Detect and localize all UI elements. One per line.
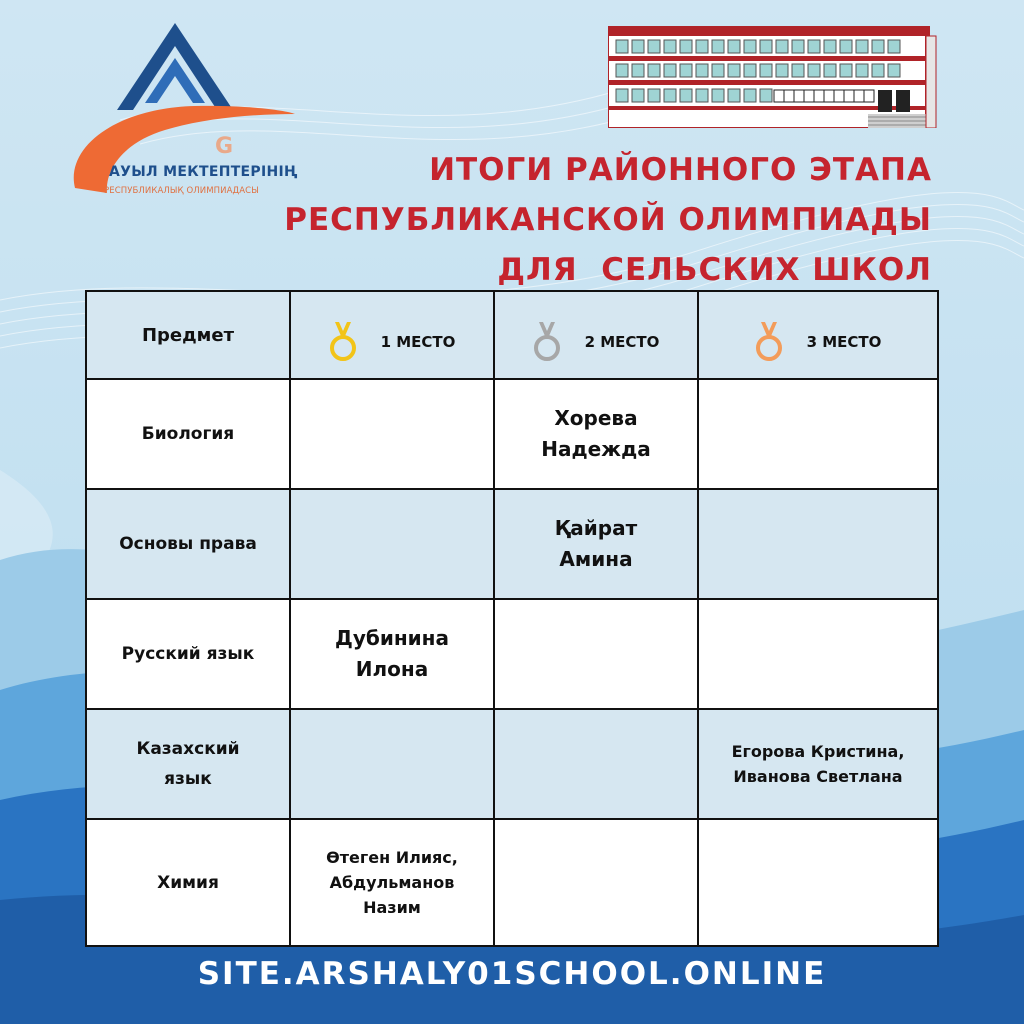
header-third-place [698, 291, 938, 379]
row-third-place: Егорова Кристина, Иванова Светлана [698, 709, 938, 819]
svg-text:G: G [215, 134, 234, 159]
gold-medal-icon [329, 320, 357, 364]
table-row [86, 489, 938, 599]
bronze-medal-icon [755, 320, 783, 364]
row-second-place: Қайрат Амина [494, 489, 698, 599]
row-first-place [290, 489, 494, 599]
row-second-place [494, 709, 698, 819]
row-subject: Основы права [86, 489, 290, 599]
school-building-illustration [608, 26, 938, 128]
silver-medal-icon [533, 320, 561, 364]
row-first-place: Өтеген Илияс, Абдульманов Назим [290, 819, 494, 946]
site-url[interactable]: SITE.ARSHALY01SCHOOL.ONLINE [197, 956, 827, 992]
row-third-place [698, 599, 938, 709]
header-second-place [494, 291, 698, 379]
row-first-place [290, 379, 494, 489]
table-row [86, 819, 938, 946]
title-line-1: ИТОГИ РАЙОННОГО ЭТАПА [429, 152, 932, 188]
row-second-place [494, 819, 698, 946]
header-second-label: 2 МЕСТО [584, 333, 660, 351]
page-title [284, 145, 932, 295]
row-second-place [494, 599, 698, 709]
header-subject: Предмет [86, 291, 290, 379]
table-header-row [86, 291, 938, 379]
row-subject: Биология [86, 379, 290, 489]
logo-caption-line2: РЕСПУБЛИКАЛЫҚ ОЛИМПИАДАСЫ [104, 186, 259, 196]
header-first-label: 1 МЕСТО [380, 333, 456, 351]
title-line-3: ДЛЯ СЕЛЬСКИХ ШКОЛ [497, 252, 932, 288]
row-third-place [698, 819, 938, 946]
table-row [86, 709, 938, 819]
row-first-place [290, 709, 494, 819]
row-subject: Химия [86, 819, 290, 946]
table-row [86, 379, 938, 489]
header-third-label: 3 МЕСТО [806, 333, 882, 351]
row-second-place: Хорева Надежда [494, 379, 698, 489]
row-third-place [698, 489, 938, 599]
title-line-2: РЕСПУБЛИКАНСКОЙ ОЛИМПИАДЫ [284, 202, 932, 238]
header-first-place [290, 291, 494, 379]
row-first-place: Дубинина Илона [290, 599, 494, 709]
row-third-place [698, 379, 938, 489]
table-row [86, 599, 938, 709]
results-table [85, 290, 939, 947]
row-subject: Русский язык [86, 599, 290, 709]
row-subject: Казахский язык [86, 709, 290, 819]
logo-caption-line1: АУЫЛ МЕКТЕПТЕРІНІҢ [109, 164, 298, 180]
